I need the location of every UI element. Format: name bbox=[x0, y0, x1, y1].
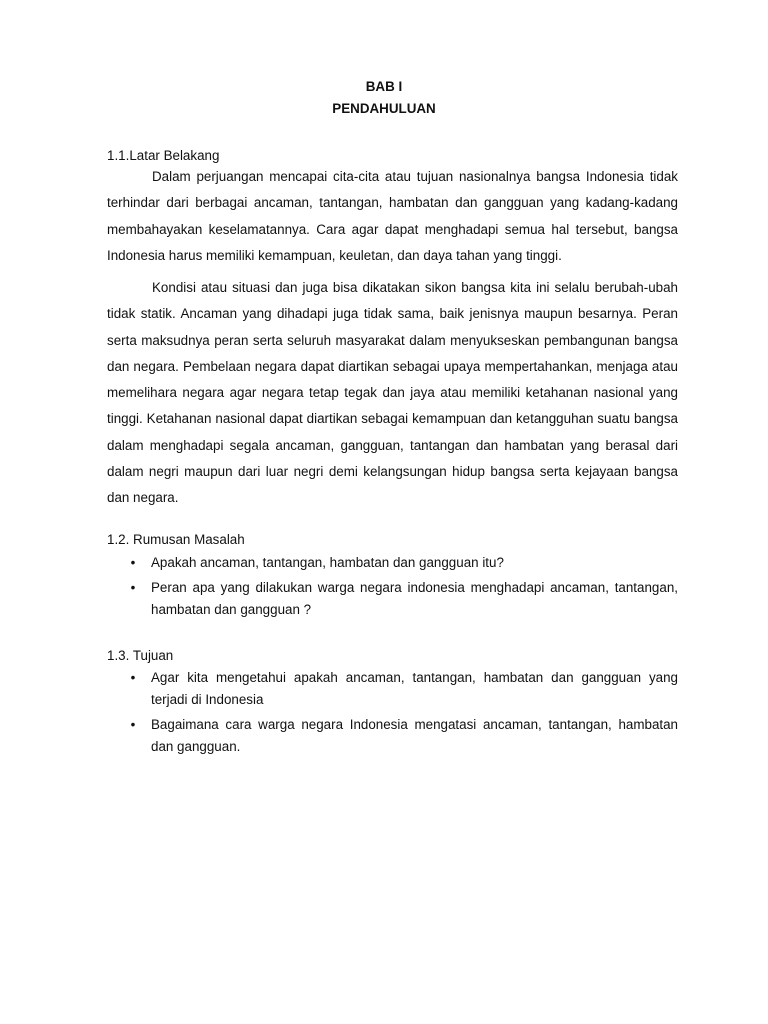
tujuan-list bbox=[107, 667, 678, 761]
chapter-title: PENDAHULUAN bbox=[332, 101, 436, 116]
list-item bbox=[107, 714, 678, 758]
list-item bbox=[107, 577, 678, 621]
list-item-text: Peran apa yang dilakukan warga negara indonesia menghadapi ancaman, tantangan, hambatan dan gangguan ? bbox=[151, 580, 678, 617]
list-item bbox=[107, 667, 678, 711]
paragraph-2 bbox=[107, 275, 678, 512]
chapter-number: BAB I bbox=[365, 79, 403, 94]
rumusan-list bbox=[107, 552, 678, 624]
paragraph-2-text: Kondisi atau situasi dan juga bisa dikatakan sikon bangsa kita ini selalu berubah-ubah tidak statik. Ancaman yang dihadapi juga tidak sama, baik jenisnya maupun besarnya. Peran serta maksudnya peran serta seluruh masyarakat dalam menyukseskan pembangunan bangsa dan negara. Pembelaan negara dapat diartikan sebagai upaya mempertahankan, menjaga atau memelihara negara agar negara tetap tegak dan jaya atau memiliki ketahanan nasional yang tinggi. Ketahanan nasional dapat diartikan sebagai kemampuan dan ketangguhan suatu bangsa dalam menghadapi segala ancaman, gangguan, tantangan dan hambatan yang berasal dari dalam negri maupun dari luar negri demi kelangsungan hidup bangsa serta kejayaan bangsa dan negara. bbox=[107, 280, 678, 506]
list-item-text: Apakah ancaman, tantangan, hambatan dan gangguan itu? bbox=[151, 555, 504, 570]
bullet-icon: • bbox=[130, 670, 136, 685]
list-item bbox=[107, 552, 678, 574]
section-heading-tujuan: 1.3. Tujuan bbox=[107, 648, 174, 663]
bullet-icon: • bbox=[130, 555, 136, 570]
section-heading-latar-belakang: 1.1.Latar Belakang bbox=[107, 148, 220, 163]
list-item-text: Bagaimana cara warga negara Indonesia mengatasi ancaman, tantangan, hambatan dan gangguan. bbox=[151, 717, 678, 754]
paragraph-1-text: Dalam perjuangan mencapai cita-cita atau tujuan nasionalnya bangsa Indonesia tidak terhindar dari berbagai ancaman, tantangan, hambatan dan gangguan yang kadang-kadang membahayakan keselamatannya. Cara agar dapat menghadapi semua hal tersebut, bangsa Indonesia harus memiliki kemampuan, keuletan, dan daya tahan yang tinggi. bbox=[107, 169, 678, 263]
paragraph-1 bbox=[107, 164, 678, 269]
bullet-icon: • bbox=[130, 717, 136, 732]
section-heading-rumusan-masalah: 1.2. Rumusan Masalah bbox=[107, 532, 245, 547]
bullet-icon: • bbox=[130, 580, 136, 595]
list-item-text: Agar kita mengetahui apakah ancaman, tantangan, hambatan dan gangguan yang terjadi di Indonesia bbox=[151, 670, 678, 707]
